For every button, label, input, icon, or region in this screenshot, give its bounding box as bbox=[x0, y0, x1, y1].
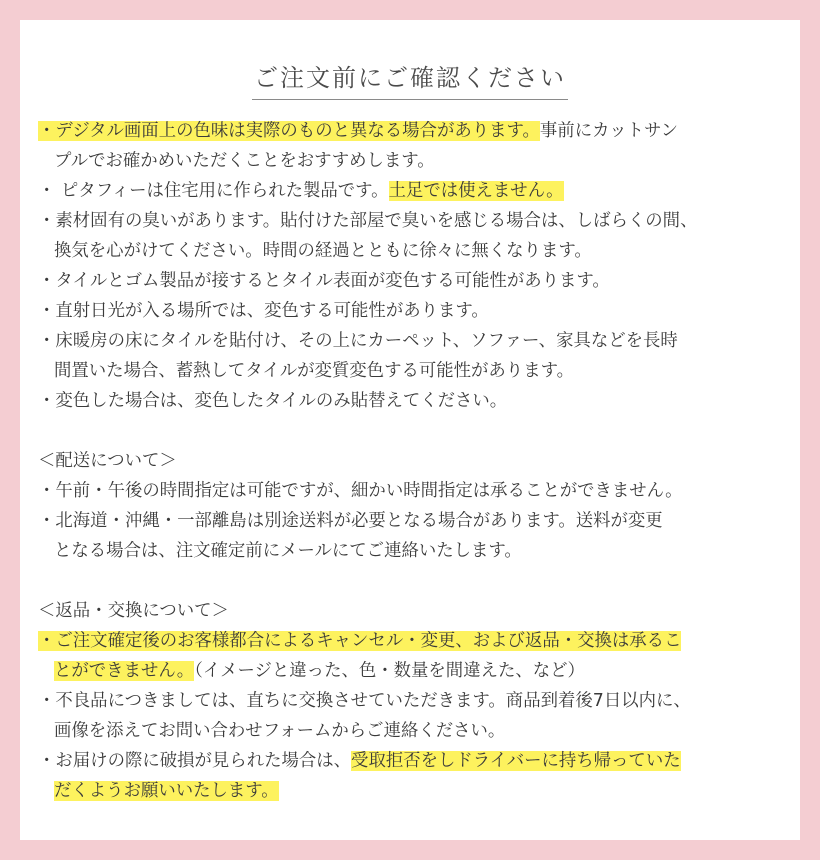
notice-line: 換気を心がけてください。時間の経過とともに徐々に無くなります。 bbox=[54, 241, 592, 261]
notice-text: ・ ピタフィーは住宅用に作られた製品です。 bbox=[38, 181, 389, 201]
returns-text: ・お届けの際に破損が見られた場合は、 bbox=[38, 751, 352, 771]
returns-line bbox=[38, 776, 798, 806]
page-title: ご注文前にご確認ください bbox=[252, 58, 568, 100]
shipping-heading: ＜配送について＞ bbox=[38, 451, 177, 471]
highlighted-text: ・ご注文確定後のお客様都合によるキャンセル・変更、および返品・交換は承るこ bbox=[38, 631, 682, 651]
shipping-line: となる場合は、注文確定前にメールにてご連絡いたします。 bbox=[54, 541, 522, 561]
returns-line bbox=[38, 626, 798, 656]
notice-line: ・床暖房の床にタイルを貼付け、その上にカーペット、ソファー、家具などを長時 bbox=[38, 331, 678, 351]
returns-heading: ＜返品・交換について＞ bbox=[38, 601, 229, 621]
notice-body bbox=[38, 116, 798, 806]
highlighted-text: 受取拒否をしドライバーに持ち帰っていた bbox=[351, 751, 681, 771]
notice-line: ・変色した場合は、変色したタイルのみ貼替えてください。 bbox=[38, 391, 508, 411]
notice-line: プルでお確かめいただくことをおすすめします。 bbox=[54, 151, 435, 171]
notice-line: ・直射日光が入る場所では、変色する可能性があります。 bbox=[38, 301, 489, 321]
returns-line: 画像を添えてお問い合わせフォームからご連絡ください。 bbox=[54, 721, 506, 741]
highlighted-text: 土足では使えません。 bbox=[388, 181, 564, 201]
notice-line: 間置いた場合、蓄熱してタイルが変質変色する可能性があります。 bbox=[54, 361, 574, 381]
notice-line bbox=[38, 176, 798, 206]
spacer bbox=[38, 566, 798, 596]
returns-line: ・不良品につきましては、直ちに交換させていただきます。商品到着後7日以内に、 bbox=[38, 691, 691, 711]
notice-line: ・タイルとゴム製品が接するとタイル表面が変色する可能性があります。 bbox=[38, 271, 610, 291]
notice-line bbox=[38, 116, 798, 146]
returns-line bbox=[38, 746, 798, 776]
highlighted-text: ・デジタル画面上の色味は実際のものと異なる場合があります。 bbox=[38, 121, 540, 141]
highlighted-text: とができません。 bbox=[54, 661, 195, 681]
returns-text: （イメージと違った、色・数量を間違えた、など） bbox=[194, 661, 585, 681]
spacer bbox=[38, 416, 798, 446]
highlighted-text: だくようお願いいたします。 bbox=[54, 781, 279, 801]
notice-card bbox=[20, 20, 800, 840]
shipping-line: ・午前・午後の時間指定は可能ですが、細かい時間指定は承ることができません。 bbox=[38, 481, 683, 501]
shipping-line: ・北海道・沖縄・一部離島は別途送料が必要となる場合があります。送料が変更 bbox=[38, 511, 663, 531]
title-wrap bbox=[20, 58, 800, 100]
notice-text: 事前にカットサン bbox=[539, 121, 678, 141]
returns-line bbox=[38, 656, 798, 686]
notice-line: ・素材固有の臭いがあります。貼付けた部屋で臭いを感じる場合は、しばらくの間、 bbox=[38, 211, 698, 231]
